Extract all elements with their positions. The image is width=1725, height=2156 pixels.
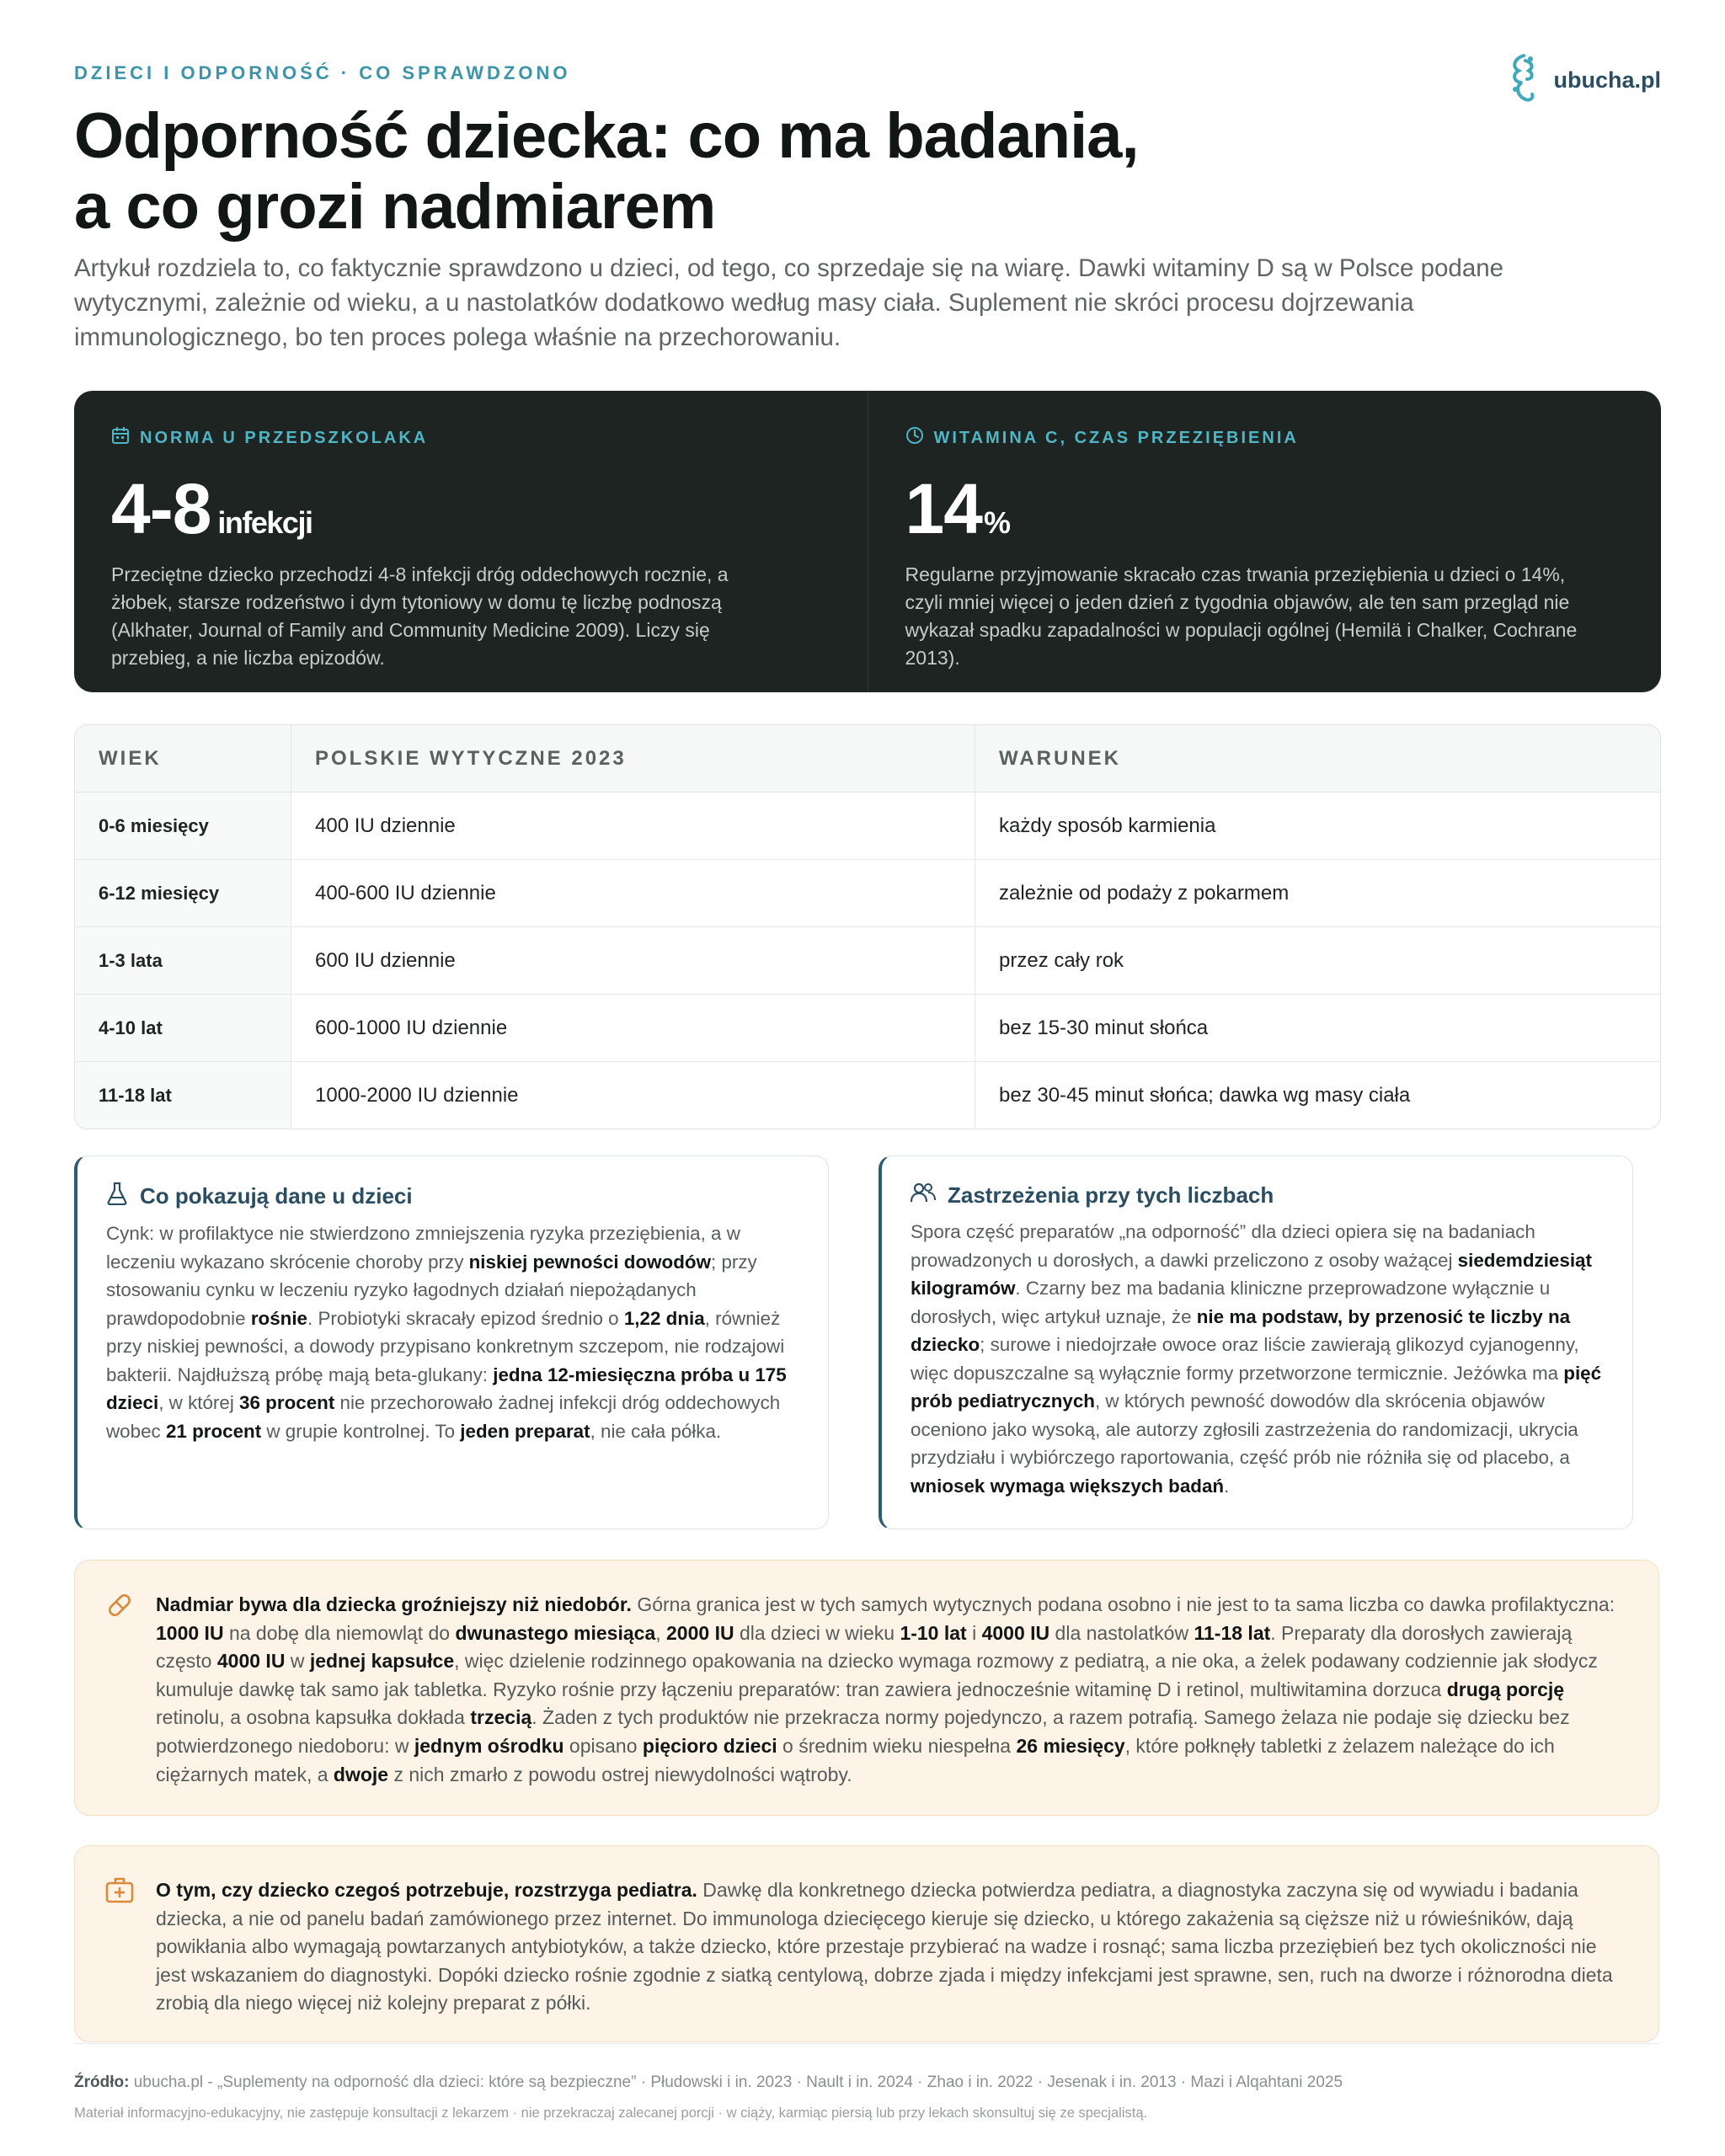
stat-preschool-norm: [74, 391, 868, 692]
condition-cell: bez 15-30 minut słońca: [975, 995, 1661, 1062]
age-cell: 0-6 miesięcy: [75, 792, 291, 860]
stat-vitamin-c: [868, 391, 1662, 692]
page-title: [74, 101, 1139, 243]
column-header: WIEK: [75, 725, 291, 792]
stat-description: Regularne przyjmowanie skracało czas trwania przeziębienia u dzieci o 14%, czyli mniej więcej o jeden dzień z tygodnia objawów, ale ten sam przegląd nie wykazał spadku zapadalności w populacji ogólnej (Hemilä i Chalker, Cochrane 2013).: [905, 563, 1578, 669]
calendar-icon: [111, 426, 130, 450]
condition-cell: każdy sposób karmienia: [975, 792, 1661, 860]
age-cell: 4-10 lat: [75, 995, 291, 1062]
brand[interactable]: [1505, 52, 1662, 109]
condition-cell: zależnie od podaży z pokarmem: [975, 860, 1661, 927]
stat-label: WITAMINA C, CZAS PRZEZIĘBIENIA: [933, 428, 1299, 447]
table-row: [75, 860, 1660, 927]
card-evidence-children: [74, 1155, 829, 1529]
first-aid-kit-icon: [105, 1876, 134, 1908]
note-text: Nadmiar bywa dla dziecka groźniejszy niż niedobór. Górna granica jest w tych samych wytycznych podana osobno i nie jest to ta sama liczba co dawka profilaktyczna: 1000 IU na dobę dla niemowląt do dwunastego miesiąca, 2000 IU dla dzieci w wieku 1-10 lat i 4000 IU dla nastolatków 11-18 lat. Preparaty dla dorosłych zawierają często 4000 IU w jednej kapsułce, więc dzielenie rodzinnego opakowania na dziecko wymaga rozmowy z pediatrą, a nie oka, a żelek podawany codziennie jak słodycz kumuluje dawkę tak samo jak tabletka. Ryzyko rośnie przy łączeniu preparatów: tran zawiera jednocześnie witaminę D i retinol, multiwitamina dorzuca drugą porcję retinolu, a osobna kapsułka dokłada trzecią. Żaden z tych produktów nie przekracza normy pojedynczo, a razem potrafią. Samego żelaza nie podaje się dziecku bez potwierdzonego niedoboru: w jednym ośrodku opisano pięcioro dzieci o średnim wieku niespełna 26 miesięcy, które połknęły tabletki z żelazem należące do ich ciężarnych matek, a dwoje z nich zmarło z powodu ostrej niewydolności wątroby.: [156, 1593, 1616, 1785]
age-cell: 1-3 lata: [75, 927, 291, 995]
stat-unit: infekcji: [217, 505, 312, 540]
dose-cell: 600-1000 IU dziennie: [291, 995, 975, 1062]
title-line-1: Odporność dziecka: co ma badania,: [74, 100, 1139, 172]
flask-icon: [106, 1182, 128, 1211]
card-title: Co pokazują dane u dzieci: [140, 1183, 413, 1209]
card-title: Zastrzeżenia przy tych liczbach: [948, 1182, 1274, 1208]
column-header: POLSKIE WYTYCZNE 2023: [291, 725, 975, 792]
lede: Artykuł rozdziela to, co faktycznie sprawdzono u dzieci, od tego, co sprzedaje się na wiarę. Dawki witaminy D są w Polsce podane wytycznymi, zależnie od wieku, a u nastolatków dodatkowo według masy ciała. Suplement nie skróci procesu dojrzewania immunologicznego, bo ten proces polega właśnie na przechorowaniu.: [74, 254, 1504, 351]
overdose-warning-note: [74, 1560, 1659, 1816]
stat-unit: %: [983, 505, 1010, 540]
card-body: Cynk: w profilaktyce nie stwierdzono zmniejszenia ryzyka przeziębienia, a w leczeniu wykazano skrócenie choroby przy niskiej pewności dowodów; przy stosowaniu cynku w leczeniu ryzyko łagodnych działań niepożądanych prawdopodobnie rośnie. Probiotyki skracały epizod średnio o 1,22 dnia, również przy niskiej pewności, a dowody przypisano konkretnym szczepom, nie rodzajowi bakterii. Najdłuższą próbę mają beta-glukany: jedna 12-miesięczna próba u 175 dzieci, w której 36 procent nie przechorowało żadnej infekcji dróg oddechowych wobec 21 procent w grupie kontrolnej. To jeden preparat, nie cała półka.: [106, 1223, 787, 1442]
stat-number: 14: [905, 469, 982, 548]
people-icon: [911, 1182, 936, 1209]
clock-icon: [905, 426, 924, 450]
disclaimer: Materiał informacyjno-edukacyjny, nie zastępuje konsultacji z lekarzem · nie przekraczaj zalecanej porcji · w ciąży, karmiąc piersią lub przy lekach skonsultuj się ze specjalistą.: [74, 2105, 1148, 2121]
stat-description: Przeciętne dziecko przechodzi 4-8 infekcji dróg oddechowych rocznie, a żłobek, starsze rodzeństwo i dym tytoniowy w domu tę liczbę podnoszą (Alkhater, Journal of Family and Community Medicine 2009). Liczy się przebieg, a nie liczba epizodów.: [111, 563, 729, 669]
pediatrician-note: [74, 1845, 1659, 2042]
card-body: Spora część preparatów „na odporność” dla dzieci opiera się na badaniach prowadzonych u dorosłych, a dawki przeliczono z osoby ważącej siedemdziesiąt kilogramów. Czarny bez ma badania kliniczne przeprowadzone wyłącznie u dorosłych, więc artykuł uznaje, że nie ma podstaw, by przenosić te liczby na dziecko; surowe i niedojrzałe owoce oraz liście zawierają glikozyd cyjanogenny, więc dopuszczalne są wyłącznie formy przetworzone termicznie. Jeżówka ma pięć prób pediatrycznych, w których pewność dowodów dla skrócenia objawów oceniono jako wysoką, ale autorzy zgłosili zastrzeżenia do randomizacji, ukrycia przydziału i wybiórczego raportowania, część prób nie różniła się od placebo, a wniosek wymaga większych badań.: [911, 1221, 1602, 1497]
age-cell: 6-12 miesięcy: [75, 860, 291, 927]
stats-panel: [74, 391, 1661, 692]
vitamin-d-table: [74, 724, 1661, 1129]
eyebrow: DZIECI I ODPORNOŚĆ · CO SPRAWDZONO: [74, 62, 571, 83]
note-text: O tym, czy dziecko czegoś potrzebuje, rozstrzyga pediatra. Dawkę dla konkretnego dziecka potwierdza pediatra, a diagnostyka zaczyna się od wywiadu i badania dziecka, a nie od panelu badań zamówionego przez internet. Do immunologa dziecięcego kieruje się dziecko, u którego zakażenia są cięższe niż u rówieśników, dają powikłania albo wymagają powtarzanych antybiotyków, a także dziecko, które przestaje przybierać na wadze i rosnąć; sama liczba przeziębień bez tych okoliczności nie jest wskazaniem do diagnostyki. Dopóki dziecko rośnie zgodnie z siatką centylową, dobrze zjada i między infekcjami jest sprawne, sen, ruch na dworze i różnorodna dieta zrobią dla niego więcej niż kolejny preparat z półki.: [156, 1879, 1613, 2015]
table-row: [75, 927, 1660, 995]
column-header: WARUNEK: [975, 725, 1661, 792]
dose-cell: 600 IU dziennie: [291, 927, 975, 995]
table-row: [75, 792, 1660, 860]
dose-cell: 400-600 IU dziennie: [291, 860, 975, 927]
table-row: [75, 1062, 1660, 1129]
footer-divider: [74, 2043, 1659, 2044]
source-line: Źródło: ubucha.pl - „Suplementy na odporność dla dzieci: które są bezpieczne” · Płudowski i in. 2023 · Nault i in. 2024 · Zhao i in. 2022 · Jesenak i in. 2013 · Mazi i Alqahtani 2025: [74, 2073, 1343, 2091]
stat-number: 4-8: [111, 469, 211, 548]
table-row: [75, 995, 1660, 1062]
stat-label: NORMA U PRZEDSZKOLAKA: [140, 428, 429, 447]
dose-cell: 400 IU dziennie: [291, 792, 975, 860]
card-caveats: [879, 1155, 1633, 1529]
pill-icon: [105, 1591, 134, 1624]
title-line-2: a co grozi nadmiarem: [74, 171, 716, 243]
condition-cell: przez cały rok: [975, 927, 1661, 995]
dose-cell: 1000-2000 IU dziennie: [291, 1062, 975, 1129]
brand-name: ubucha.pl: [1553, 67, 1661, 93]
condition-cell: bez 30-45 minut słońca; dawka wg masy ciała: [975, 1062, 1661, 1129]
age-cell: 11-18 lat: [75, 1062, 291, 1129]
table-header-row: [75, 725, 1660, 792]
brand-logo-icon: [1505, 52, 1542, 109]
